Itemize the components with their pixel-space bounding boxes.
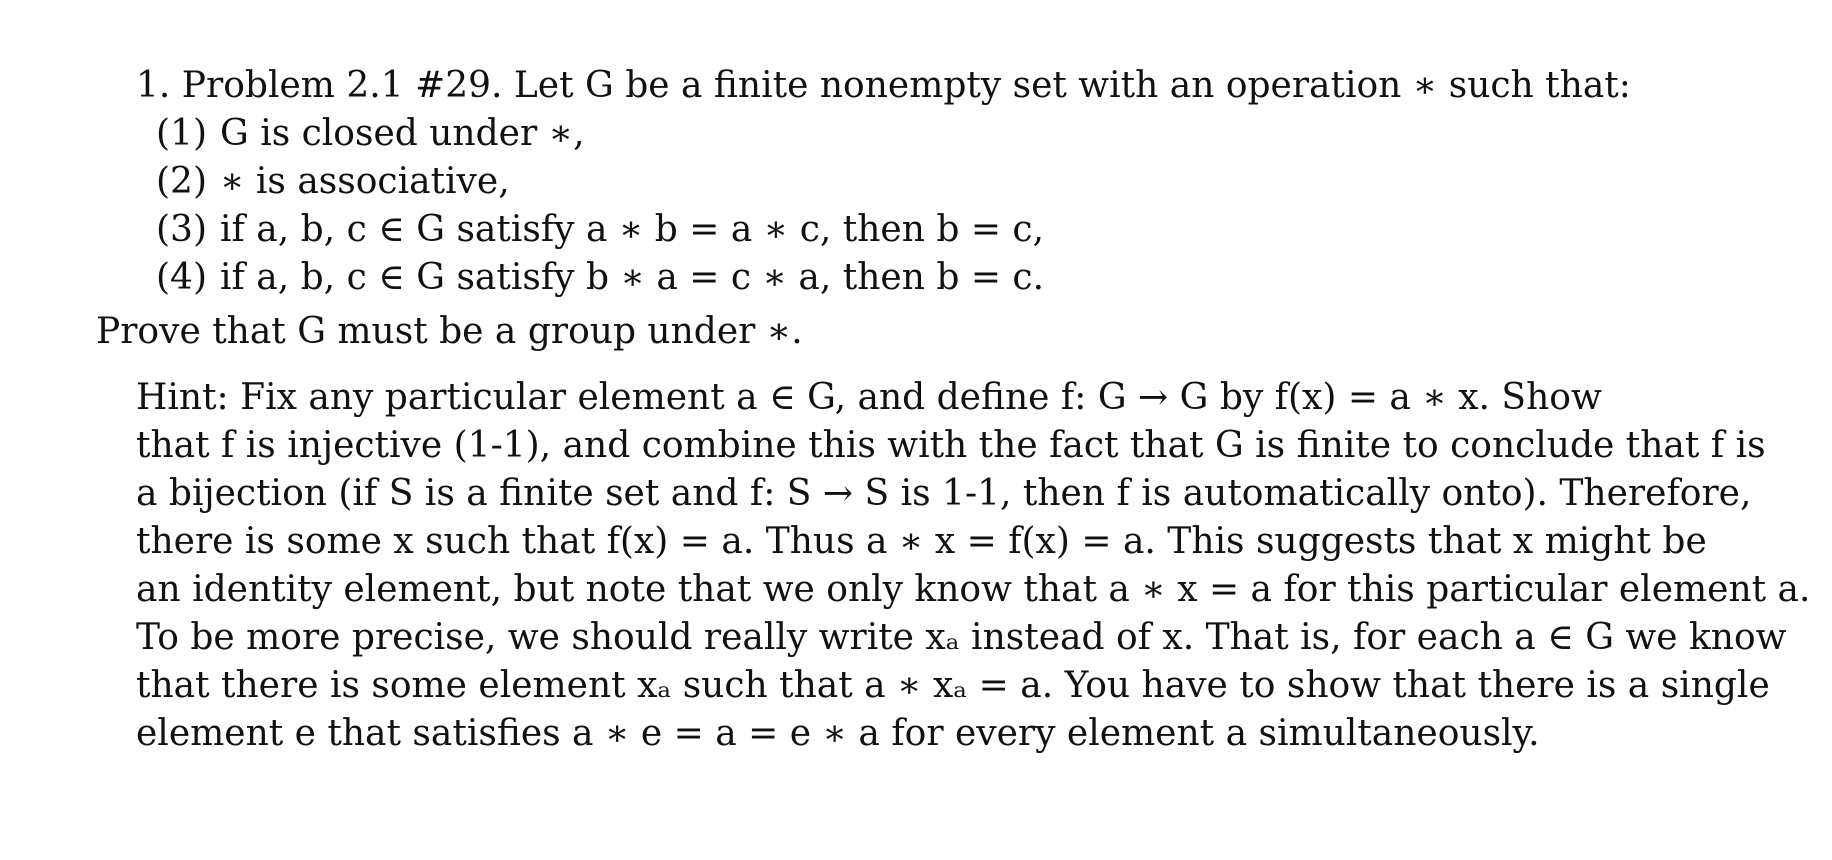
hint-line: element e that satisfies a ∗ e = a = e ∗ a for every element a simultaneously.: [136, 713, 1540, 754]
condition-text: if a, b, c ∈ G satisfy a ∗ b = a ∗ c, then b = c,: [220, 209, 1045, 250]
condition-item: [96, 254, 1716, 302]
condition-number: (3): [156, 209, 207, 250]
hint-line: To be more precise, we should really write xₐ instead of x. That is, for each a ∈ G we know: [136, 617, 1787, 658]
condition-number: (1): [156, 113, 207, 154]
condition-number: (4): [156, 257, 207, 298]
hint-line: that there is some element xₐ such that a ∗ xₐ = a. You have to show that there is a single: [136, 665, 1770, 706]
prove-statement: Prove that G must be a group under ∗.: [96, 311, 803, 352]
hint-line: that f is injective (1-1), and combine this with the fact that G is finite to conclude that f is: [136, 425, 1766, 466]
hint-line: there is some x such that f(x) = a. Thus a ∗ x = f(x) = a. This suggests that x might be: [136, 521, 1707, 562]
conditions-list: [96, 110, 1716, 302]
hint-line: Hint: Fix any particular element a ∈ G, and define f: G → G by f(x) = a ∗ x. Show: [136, 377, 1602, 418]
condition-text: G is closed under ∗,: [220, 113, 585, 154]
condition-number: (2): [156, 161, 207, 202]
condition-item: [96, 110, 1716, 158]
condition-item: [96, 206, 1716, 254]
hint-line: a bijection (if S is a finite set and f: S → S is 1-1, then f is automatically onto). Therefore,: [136, 473, 1752, 514]
condition-text: ∗ is associative,: [220, 161, 510, 202]
hint-line: an identity element, but note that we only know that a ∗ x = a for this particular element a.: [136, 569, 1811, 610]
document: [96, 62, 1811, 758]
hint-paragraph: [96, 374, 1811, 758]
condition-item: [96, 158, 1716, 206]
problem-heading: 1. Problem 2.1 #29. Let G be a finite nonempty set with an operation ∗ such that:: [136, 65, 1631, 106]
condition-text: if a, b, c ∈ G satisfy b ∗ a = c ∗ a, then b = c.: [220, 257, 1045, 298]
